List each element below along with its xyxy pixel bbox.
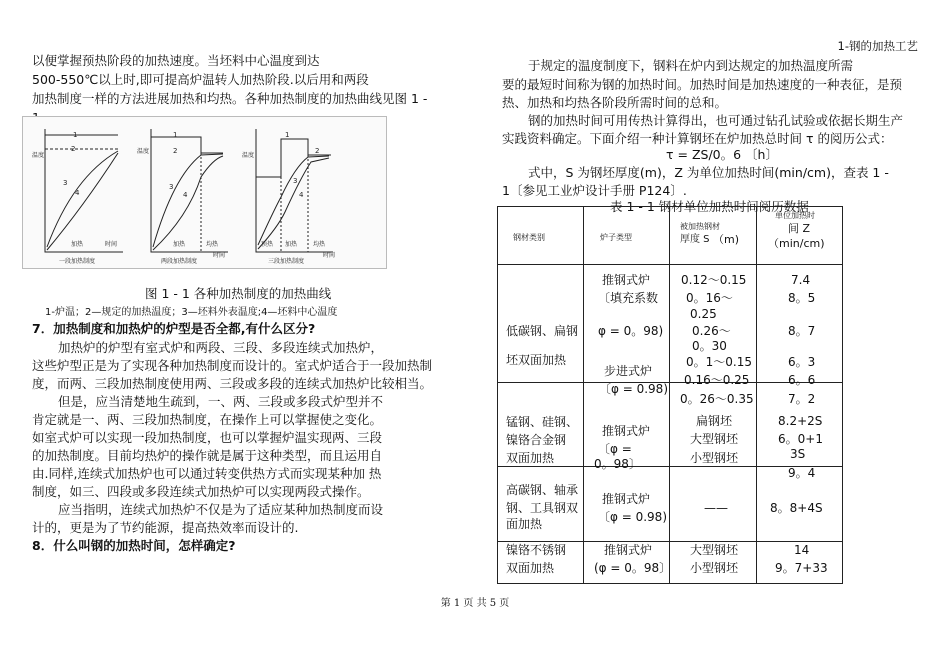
panel2-n4: 4 (183, 191, 188, 199)
g3-thickness: —— (704, 501, 728, 515)
panel3-furnace-temp-line (256, 139, 331, 177)
panel1-center-curve (47, 153, 118, 250)
page-header: 1-钢的加热工艺 (837, 39, 918, 53)
q7-line: 计的，更是为了节约能源，提高热效率而设计的. (32, 520, 299, 535)
g2-time: 3S (790, 447, 806, 461)
panel3-preheat-label: 预热 (261, 241, 274, 248)
right-paragraph-line: 热、加热和均热各阶段所需时间的总和。 (502, 95, 728, 110)
g3-category: 钢、工具钢双 (506, 501, 579, 515)
th-furnace-type: 炉子类型 (600, 233, 632, 242)
g1-time: 6。3 (788, 355, 816, 369)
g4-furnace: (φ = 0。98〕 (594, 561, 672, 575)
right-paragraph-line: 要的最短时间称为钢的加热时间。加热时间是加热速度的一种表征，是预 (502, 77, 903, 92)
q7-line: 应当指明，连续式加热炉不仅是为了适应某种加热制度而设 (58, 502, 384, 517)
right-paragraph-line: 1〔参见工业炉设计手册 P124〕. (502, 183, 687, 198)
g2-category: 镍铬合金钢 (506, 433, 567, 447)
g1-thickness: 0.16～0.25 (684, 373, 750, 387)
g1-furnace: 〔φ = 0.98) (599, 382, 669, 396)
g2-thickness: 扁钢坯 (696, 414, 733, 428)
g1-furnace: 步进式炉 (604, 364, 653, 378)
panel2-surface-curve (153, 154, 223, 247)
formula: τ = ZS/0。6 〔h〕 (666, 147, 778, 162)
g1-time: 8。7 (788, 324, 816, 338)
g3-furnace: 推钢式炉 (602, 492, 651, 506)
left-paragraph-line: 500-550℃以上时,即可提高炉温转人加热阶段.以后用和两段 (32, 72, 369, 87)
g1-thickness: 0.12～0.15 (681, 273, 747, 287)
panel3-axes (256, 129, 333, 252)
panel2-soak-label: 均热 (206, 241, 219, 248)
q7-line: 如室式炉可以实现一段加热制度，也可以掌握炉温实现两、三段 (32, 430, 383, 445)
th-time-a: 单位加热时 (775, 211, 815, 220)
right-paragraph-line: 钢的加热时间可用传热计算得出，也可通过钻孔试验或依据长期生产 (528, 113, 904, 128)
g1-furnace: 推钢式炉 (602, 273, 651, 287)
g1-thickness: 0。16～ (686, 291, 733, 305)
panel3-caption: 三段加热制度 (268, 258, 305, 265)
page-footer: 第 1 页 共 5 页 (440, 598, 510, 609)
panel1-surface-curve (47, 151, 118, 247)
panel1-caption: 一段加热制度 (59, 258, 96, 265)
right-paragraph-line: 式中，S 为钢坯厚度(m)，Z 为单位加热时间(min/cm)，查表 1 - (528, 165, 889, 180)
g4-category: 双面加热 (506, 561, 555, 575)
heating-curves-figure (22, 116, 387, 269)
g1-time: 7.4 (791, 273, 811, 287)
g2-furnace: 0。98〕 (594, 457, 641, 471)
g3-furnace: 〔φ = 0.98) (598, 510, 668, 524)
panel1-time-label: 时间 (105, 241, 118, 248)
panel1-n3: 3 (63, 179, 68, 187)
panel3-axis-temp-label: 温度 (242, 152, 255, 159)
g2-furnace: 〔φ = (598, 442, 632, 456)
th-thickness-a: 被加热钢材 (680, 222, 720, 231)
g2-time: 6。0+1 (778, 432, 823, 446)
g2-thickness: 大型钢坯 (690, 432, 739, 446)
panel2-caption: 两段加热制度 (161, 258, 198, 265)
panel2-heat-label: 加热 (173, 241, 186, 248)
q7-line: 这些炉型正是为了实现各种加热制度而设计的。室式炉适合于一段加热制 (32, 358, 433, 373)
panel3-n1: 1 (285, 131, 290, 139)
q7-line: 度，而两、三段加热制度使用两、三段或多段的连续式加热炉比较相当。 (32, 376, 433, 391)
q7-line: 但是，应当清楚地生疏到，一、两、三段或多段式炉型并不 (58, 394, 384, 409)
g1-category: 低碳钢、扁钢 (506, 324, 579, 338)
question-8-title: 8．什么叫钢的加热时间，怎样确定? (32, 538, 236, 553)
q7-line: 由.同样,连续式加热炉也可以通过转变供热方式而实现某种加 热 (32, 466, 382, 481)
panel2-n2: 2 (173, 147, 178, 155)
th-time-b: 间 Z (788, 222, 811, 235)
panel2-furnace-temp-line (151, 137, 223, 153)
panel1-axes (45, 129, 123, 252)
g2-time: 8.2+2S (778, 414, 823, 428)
panel2-n1: 1 (173, 131, 178, 139)
panel1-n4: 4 (75, 189, 80, 197)
panel3-surface-curve (258, 156, 329, 245)
panel3-soak-label: 均热 (313, 241, 326, 248)
panel3-n4: 4 (299, 191, 304, 199)
left-paragraph-line: 以便掌握预热阶段的加热速度。当坯料中心温度到达 (32, 53, 320, 68)
q7-line: 加热炉的炉型有室式炉和两段、三段、多段连续式加热炉， (58, 340, 384, 355)
g1-furnace: φ = 0。98) (598, 324, 664, 338)
g2-thickness: 小型钢坯 (690, 451, 739, 465)
q7-line: 肯定就是一、两、三段加热制度，在操作上可以掌握使之变化。 (32, 412, 383, 427)
g1-furnace: 〔填充系数 (598, 291, 659, 305)
panel1-heat-label: 加热 (71, 241, 84, 248)
q7-line: 的加热制度。目前均热炉的操作就是属于这种类型，而且运用自 (32, 448, 383, 463)
g1-time: 7。2 (788, 392, 816, 406)
g2-furnace: 推钢式炉 (602, 424, 651, 438)
table-title: 表 1 - 1 钢材单位加热时间阅历数据 (610, 199, 809, 214)
panel2-axis-temp-label: 温度 (137, 148, 150, 155)
g4-thickness: 大型钢坯 (690, 543, 739, 557)
th-steel-type: 钢材类别 (513, 233, 545, 242)
g4-category: 镍铬不锈钢 (506, 543, 567, 557)
panel3-heat-label: 加热 (285, 241, 298, 248)
g1-time: 8。5 (788, 291, 816, 305)
g1-thickness: 0。30 (692, 339, 727, 353)
panel1-n2: 2 (71, 145, 76, 153)
g3-category: 面加热 (506, 517, 543, 531)
left-paragraph-line: 加热制度一样的方法进展加热和均热。各种加热制度的加热曲线见图 1 - (32, 91, 428, 106)
g3-time: 8。8+4S (770, 501, 823, 515)
panel2-n3: 3 (169, 183, 174, 191)
right-paragraph-line: 实践资料确定。下面介绍一种计算钢坯在炉加热总时间 τ 的阅历公式： (502, 131, 893, 146)
panel2-axes (151, 129, 228, 252)
th-time-c: （min/cm) (768, 237, 825, 250)
g1-time: 6。6 (788, 373, 816, 387)
figure-caption: 图 1 - 1 各种加热制度的加热曲线 (145, 286, 332, 301)
g3-category: 高碳钢、轴承 (506, 483, 579, 497)
g1-thickness: 0.25 (690, 307, 717, 321)
g1-thickness: 0。26～0.35 (680, 392, 754, 406)
panel2-time-label: 时间 (213, 252, 226, 259)
g4-time: 14 (794, 543, 810, 557)
g1-category: 坯双面加热 (506, 353, 567, 367)
question-7-title: 7．加热制度和加热炉的炉型是否全都,有什么区分? (32, 321, 316, 336)
g4-furnace: 推钢式炉 (604, 543, 653, 557)
g4-thickness: 小型钢坯 (690, 561, 739, 575)
panel3-dividers (281, 155, 308, 252)
g2-time: 9。4 (788, 466, 816, 480)
figure-legend: 1-炉温；2—规定的加热温度；3—坯料外表温度;4—坯料中心温度 (45, 307, 338, 318)
panel1-axis-temp-label: 温度 (32, 152, 45, 159)
g4-time: 9。7+33 (775, 561, 828, 575)
heating-curves-svg (23, 117, 386, 268)
right-paragraph-line: 于规定的温度制度下，钢料在炉内到达规定的加热温度所需 (528, 58, 854, 73)
g1-thickness: 0.26～ (692, 324, 731, 338)
g2-category: 锰钢、硅钢、 (506, 415, 579, 429)
panel1-n1: 1 (73, 131, 78, 139)
panel2-center-curve (153, 156, 223, 250)
th-thickness-c: （m) (713, 233, 740, 246)
panel3-center-curve (258, 158, 329, 249)
g2-category: 双面加热 (506, 451, 555, 465)
panel3-n3: 3 (293, 177, 298, 185)
panel3-n2: 2 (315, 147, 320, 155)
q7-line: 制度，如三、四段或多段连续式加热炉可以实现两段式操作。 (32, 484, 370, 499)
g1-thickness: 0。1～0.15 (686, 355, 752, 369)
th-thickness-b: 厚度 S (680, 234, 710, 245)
panel3-time-label: 时间 (323, 252, 336, 259)
